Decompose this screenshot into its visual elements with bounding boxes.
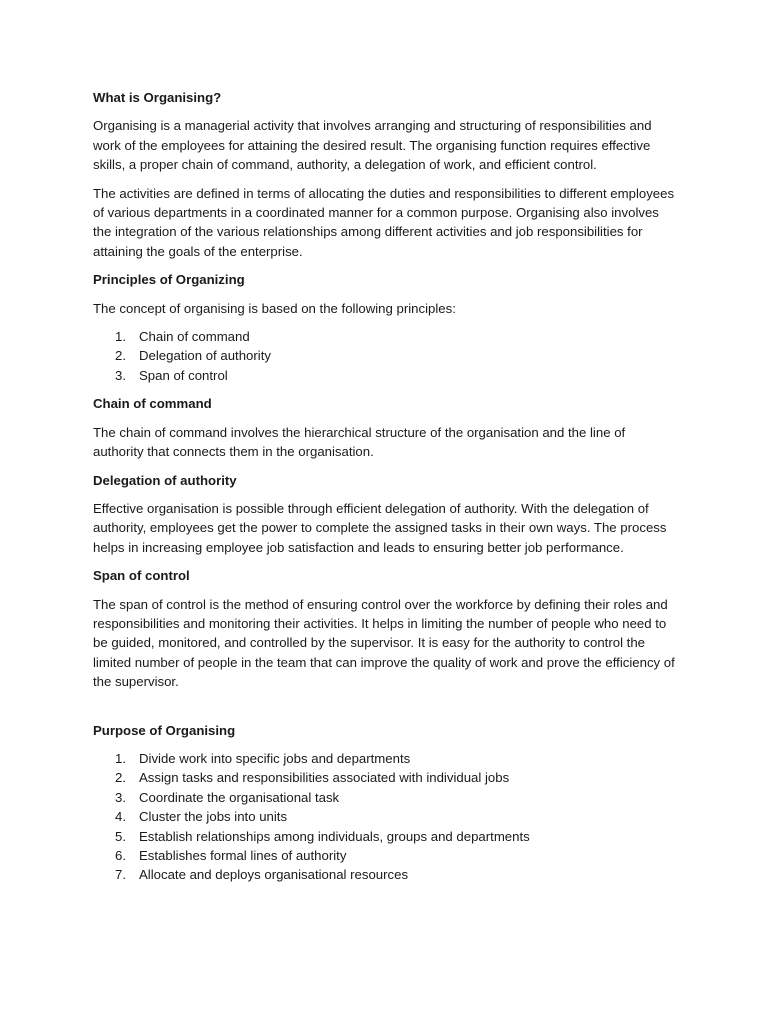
principles-list <box>93 327 678 385</box>
paragraph-span-of-control: The span of control is the method of ensuring control over the workforce by defining their roles and responsibilities and monitoring their activities. It helps in limiting the number of people who need to be guided, monitored, and controlled by the supervisor. It is easy for the authority to control the limited number of people in the team that can improve the quality of work and prove the efficiency of the supervisor. <box>93 596 675 690</box>
list-item-number: 3. <box>115 789 126 805</box>
paragraph-organising-definition: Organising is a managerial activity that involves arranging and structuring of responsibilities and work of the employees for attaining the desired result. The organising function requires effective skills, a proper chain of command, authority, a delegation of work, and efficient control. <box>93 118 652 173</box>
paragraph-principles-intro: The concept of organising is based on the following principles: <box>93 300 456 316</box>
list-item-text: Span of control <box>139 367 228 383</box>
list-item <box>93 807 678 826</box>
list-item <box>93 327 678 346</box>
list-item-text: Establishes formal lines of authority <box>139 848 347 863</box>
list-item-number: 5. <box>115 828 126 844</box>
purposes-list <box>93 749 678 885</box>
list-item-number: 3. <box>115 367 126 383</box>
heading-chain-of-command: Chain of command <box>93 396 212 412</box>
list-item-text: Delegation of authority <box>139 348 271 364</box>
list-item-number: 7. <box>115 867 126 883</box>
list-item-text: Establish relationships among individuals, groups and departments <box>139 828 530 844</box>
list-item <box>93 768 678 787</box>
heading-principles-of-organizing: Principles of Organizing <box>93 272 245 288</box>
heading-what-is-organising: What is Organising? <box>93 90 222 105</box>
list-item-text: Coordinate the organisational task <box>139 789 340 805</box>
list-item <box>93 366 678 385</box>
paragraph-chain-of-command: The chain of command involves the hierarchical structure of the organisation and the line of authority that connects them in the organisation. <box>93 424 626 460</box>
list-item-text: Divide work into specific jobs and departments <box>139 750 411 766</box>
list-item-number: 6. <box>115 848 126 863</box>
list-item <box>93 749 678 768</box>
paragraph-delegation-of-authority: Effective organisation is possible through efficient delegation of authority. With the delegation of authority, employees get the power to complete the assigned tasks in their own ways. The process helps in increasing employee job satisfaction and leads to ensuring better job performance. <box>93 500 667 555</box>
heading-span-of-control: Span of control <box>93 568 190 584</box>
list-item-text: Chain of command <box>139 329 250 345</box>
spacer <box>93 701 678 721</box>
list-item <box>93 865 678 884</box>
list-item-number: 1. <box>115 329 126 345</box>
list-item-text: Cluster the jobs into units <box>139 809 288 825</box>
list-item-number: 2. <box>115 770 126 786</box>
heading-delegation-of-authority: Delegation of authority <box>93 472 237 488</box>
list-item <box>93 846 678 865</box>
list-item <box>93 827 678 846</box>
list-item-number: 4. <box>115 809 126 825</box>
list-item-number: 2. <box>115 348 126 364</box>
heading-purpose-of-organising: Purpose of Organising <box>93 722 236 738</box>
list-item-number: 1. <box>115 750 126 766</box>
list-item <box>93 346 678 365</box>
list-item-text: Allocate and deploys organisational resources <box>139 867 409 883</box>
list-item <box>93 788 678 807</box>
paragraph-organising-activities: The activities are defined in terms of allocating the duties and responsibilities to different employees of various departments in a coordinated manner for a common purpose. Organising also involves the integration of the various relationships among different activities and job responsibilities for attaining the goals of the enterprise. <box>93 185 675 259</box>
list-item-text: Assign tasks and responsibilities associated with individual jobs <box>139 770 510 786</box>
